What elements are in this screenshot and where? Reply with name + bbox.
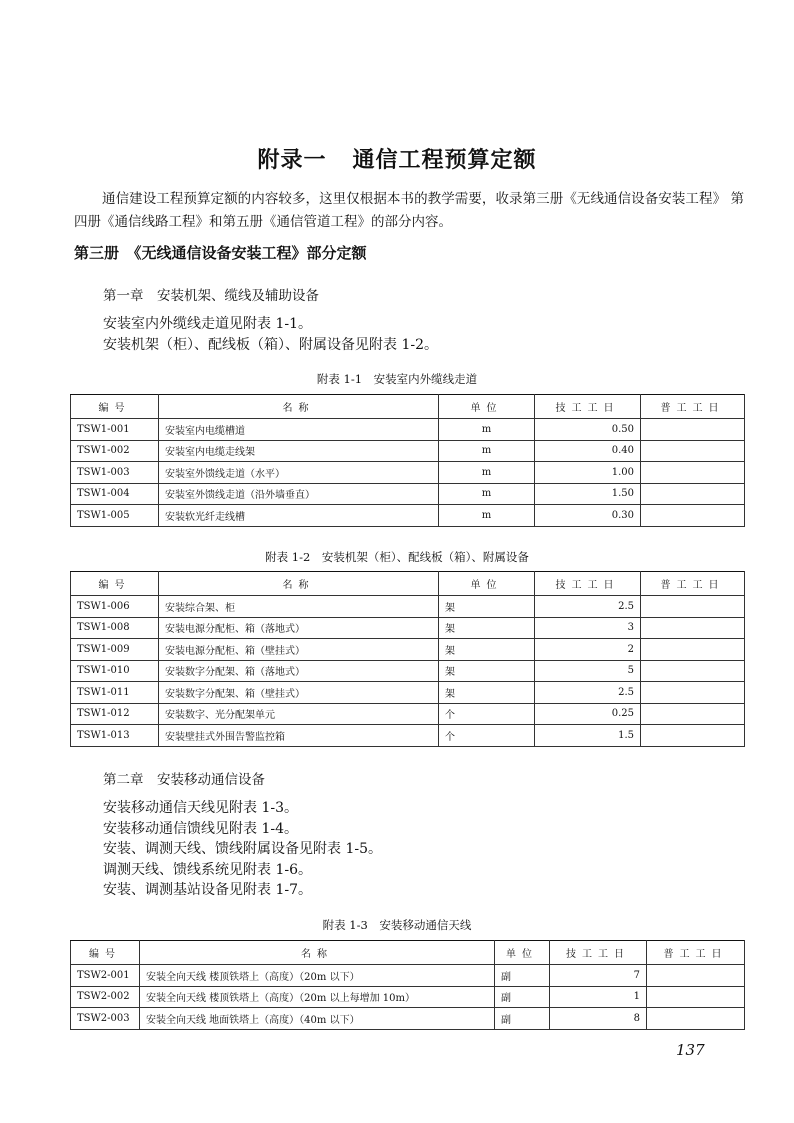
header-unit: 单位 bbox=[439, 395, 535, 419]
header-skilled: 技工工日 bbox=[535, 395, 641, 419]
cell-name: 安装室外馈线走道（水平） bbox=[159, 462, 439, 484]
cell-skilled: 0.25 bbox=[535, 703, 641, 725]
chapter1-text bbox=[103, 314, 438, 355]
cell-name: 安装电源分配柜、箱（落地式） bbox=[159, 617, 439, 639]
cell-skilled: 1.5 bbox=[535, 725, 641, 747]
cell-name: 安装全向天线 地面铁塔上（高度）（40m 以下） bbox=[140, 1008, 495, 1030]
cell-unit: 副 bbox=[495, 986, 550, 1008]
paragraph-line: 安装室内外缆线走道见附表 1-1。 bbox=[103, 316, 312, 332]
cell-skilled: 7 bbox=[550, 965, 647, 987]
cell-name: 安装全向天线 楼顶铁塔上（高度）（20m 以下） bbox=[140, 965, 495, 987]
cell-skilled: 8 bbox=[550, 1008, 647, 1030]
cell-code: TSW1-013 bbox=[71, 725, 159, 747]
paragraph-line: 调测天线、馈线系统见附表 1-6。 bbox=[103, 861, 312, 878]
cell-unit: m bbox=[439, 505, 535, 527]
cell-name: 安装全向天线 楼顶铁塔上（高度）（20m 以上每增加 10m） bbox=[140, 986, 495, 1008]
cell-name: 安装软光纤走线槽 bbox=[159, 505, 439, 527]
table-row bbox=[71, 617, 745, 639]
table2 bbox=[70, 571, 745, 747]
header-name: 名称 bbox=[159, 572, 439, 596]
intro-paragraph: 通信建设工程预算定额的内容较多，这里仅根据本书的教学需要，收录第三册《无线通信设备安装工程》 第四册《通信线路工程》和第五册《通信管道工程》的部分内容。 bbox=[74, 191, 744, 230]
cell-general bbox=[641, 483, 745, 505]
table-row bbox=[71, 505, 745, 527]
cell-general bbox=[641, 419, 745, 441]
cell-unit: 个 bbox=[439, 725, 535, 747]
cell-code: TSW1-004 bbox=[71, 483, 159, 505]
cell-general bbox=[641, 682, 745, 704]
header-name: 名称 bbox=[159, 395, 439, 419]
cell-name: 安装壁挂式外围告警监控箱 bbox=[159, 725, 439, 747]
cell-name: 安装数字、光分配架单元 bbox=[159, 703, 439, 725]
header-skilled: 技工工日 bbox=[535, 572, 641, 596]
cell-skilled: 0.40 bbox=[535, 440, 641, 462]
cell-code: TSW1-010 bbox=[71, 660, 159, 682]
table-row bbox=[71, 462, 745, 484]
table-row bbox=[71, 965, 745, 987]
header-code: 编号 bbox=[71, 941, 140, 965]
cell-unit: m bbox=[439, 483, 535, 505]
cell-general bbox=[641, 725, 745, 747]
page-title bbox=[0, 143, 794, 174]
table3-caption: 附表 1-3 安装移动通信天线 bbox=[322, 918, 472, 932]
cell-name: 安装室内电缆走线架 bbox=[159, 440, 439, 462]
title-part2: 通信工程预算定额 bbox=[352, 147, 537, 173]
cell-general bbox=[641, 440, 745, 462]
header-unit: 单位 bbox=[439, 572, 535, 596]
cell-skilled: 0.50 bbox=[535, 419, 641, 441]
cell-unit: 架 bbox=[439, 617, 535, 639]
table-row bbox=[71, 1008, 745, 1030]
cell-general bbox=[641, 703, 745, 725]
cell-name: 安装电源分配柜、箱（壁挂式） bbox=[159, 639, 439, 661]
table-header-row bbox=[71, 395, 745, 419]
table-row bbox=[71, 596, 745, 618]
header-general: 普工工日 bbox=[647, 941, 745, 965]
cell-code: TSW1-005 bbox=[71, 505, 159, 527]
page-number: 137 bbox=[676, 1041, 705, 1059]
cell-code: TSW1-008 bbox=[71, 617, 159, 639]
cell-skilled: 3 bbox=[535, 617, 641, 639]
cell-skilled: 5 bbox=[535, 660, 641, 682]
table-row bbox=[71, 660, 745, 682]
header-general: 普工工日 bbox=[641, 572, 745, 596]
table2-caption: 附表 1-2 安装机架（柜）、配线板（箱）、附属设备 bbox=[265, 550, 529, 564]
table-row bbox=[71, 703, 745, 725]
cell-unit: m bbox=[439, 419, 535, 441]
paragraph-line: 安装、调测基站设备见附表 1-7。 bbox=[103, 882, 312, 898]
cell-general bbox=[641, 505, 745, 527]
table1 bbox=[70, 394, 745, 527]
cell-general bbox=[641, 660, 745, 682]
cell-general bbox=[641, 462, 745, 484]
header-skilled: 技工工日 bbox=[550, 941, 647, 965]
table-row bbox=[71, 419, 745, 441]
paragraph-line: 安装机架（柜）、配线板（箱）、附属设备见附表 1-2。 bbox=[103, 336, 438, 353]
cell-unit: 个 bbox=[439, 703, 535, 725]
cell-unit: 副 bbox=[495, 1008, 550, 1030]
cell-unit: 架 bbox=[439, 682, 535, 704]
cell-general bbox=[641, 617, 745, 639]
cell-skilled: 2.5 bbox=[535, 682, 641, 704]
paragraph-line: 安装移动通信天线见附表 1-3。 bbox=[103, 800, 298, 816]
cell-name: 安装数字分配架、箱（落地式） bbox=[159, 660, 439, 682]
cell-name: 安装室内电缆槽道 bbox=[159, 419, 439, 441]
table-header-row bbox=[71, 572, 745, 596]
header-code: 编号 bbox=[71, 572, 159, 596]
section-heading: 第三册 《无线通信设备安装工程》部分定额 bbox=[74, 244, 367, 262]
table-row bbox=[71, 440, 745, 462]
cell-name: 安装数字分配架、箱（壁挂式） bbox=[159, 682, 439, 704]
cell-general bbox=[641, 596, 745, 618]
cell-code: TSW1-006 bbox=[71, 596, 159, 618]
table-row bbox=[71, 483, 745, 505]
cell-unit: 架 bbox=[439, 596, 535, 618]
cell-skilled: 1.50 bbox=[535, 483, 641, 505]
table-row bbox=[71, 986, 745, 1008]
cell-unit: 架 bbox=[439, 639, 535, 661]
cell-skilled: 1.00 bbox=[535, 462, 641, 484]
table-header-row bbox=[71, 941, 745, 965]
cell-general bbox=[647, 965, 745, 987]
cell-code: TSW2-001 bbox=[71, 965, 140, 987]
header-unit: 单位 bbox=[495, 941, 550, 965]
title-part1: 附录一 bbox=[257, 147, 327, 173]
cell-skilled: 2.5 bbox=[535, 596, 641, 618]
cell-code: TSW1-003 bbox=[71, 462, 159, 484]
cell-skilled: 0.30 bbox=[535, 505, 641, 527]
cell-unit: 副 bbox=[495, 965, 550, 987]
cell-unit: m bbox=[439, 440, 535, 462]
cell-unit: m bbox=[439, 462, 535, 484]
cell-name: 安装室外馈线走道（沿外墙垂直） bbox=[159, 483, 439, 505]
header-general: 普工工日 bbox=[641, 395, 745, 419]
cell-code: TSW1-002 bbox=[71, 440, 159, 462]
cell-code: TSW1-011 bbox=[71, 682, 159, 704]
cell-code: TSW2-002 bbox=[71, 986, 140, 1008]
table-row bbox=[71, 725, 745, 747]
cell-general bbox=[647, 1008, 745, 1030]
chapter1-heading: 第一章 安装机架、缆线及辅助设备 bbox=[103, 288, 319, 304]
cell-code: TSW1-009 bbox=[71, 639, 159, 661]
paragraph-line: 安装、调测天线、馈线附属设备见附表 1-5。 bbox=[103, 841, 382, 857]
cell-code: TSW1-012 bbox=[71, 703, 159, 725]
cell-general bbox=[647, 986, 745, 1008]
paragraph-line: 安装移动通信馈线见附表 1-4。 bbox=[103, 820, 298, 837]
chapter2-heading: 第二章 安装移动通信设备 bbox=[103, 772, 265, 788]
table3 bbox=[70, 940, 745, 1030]
table-row bbox=[71, 639, 745, 661]
cell-skilled: 2 bbox=[535, 639, 641, 661]
chapter2-text bbox=[103, 798, 382, 901]
cell-unit: 架 bbox=[439, 660, 535, 682]
cell-name: 安装综合架、柜 bbox=[159, 596, 439, 618]
cell-code: TSW1-001 bbox=[71, 419, 159, 441]
header-name: 名称 bbox=[140, 941, 495, 965]
cell-code: TSW2-003 bbox=[71, 1008, 140, 1030]
cell-general bbox=[641, 639, 745, 661]
cell-skilled: 1 bbox=[550, 986, 647, 1008]
header-code: 编号 bbox=[71, 395, 159, 419]
table1-caption: 附表 1-1 安装室内外缆线走道 bbox=[316, 372, 478, 386]
table-row bbox=[71, 682, 745, 704]
